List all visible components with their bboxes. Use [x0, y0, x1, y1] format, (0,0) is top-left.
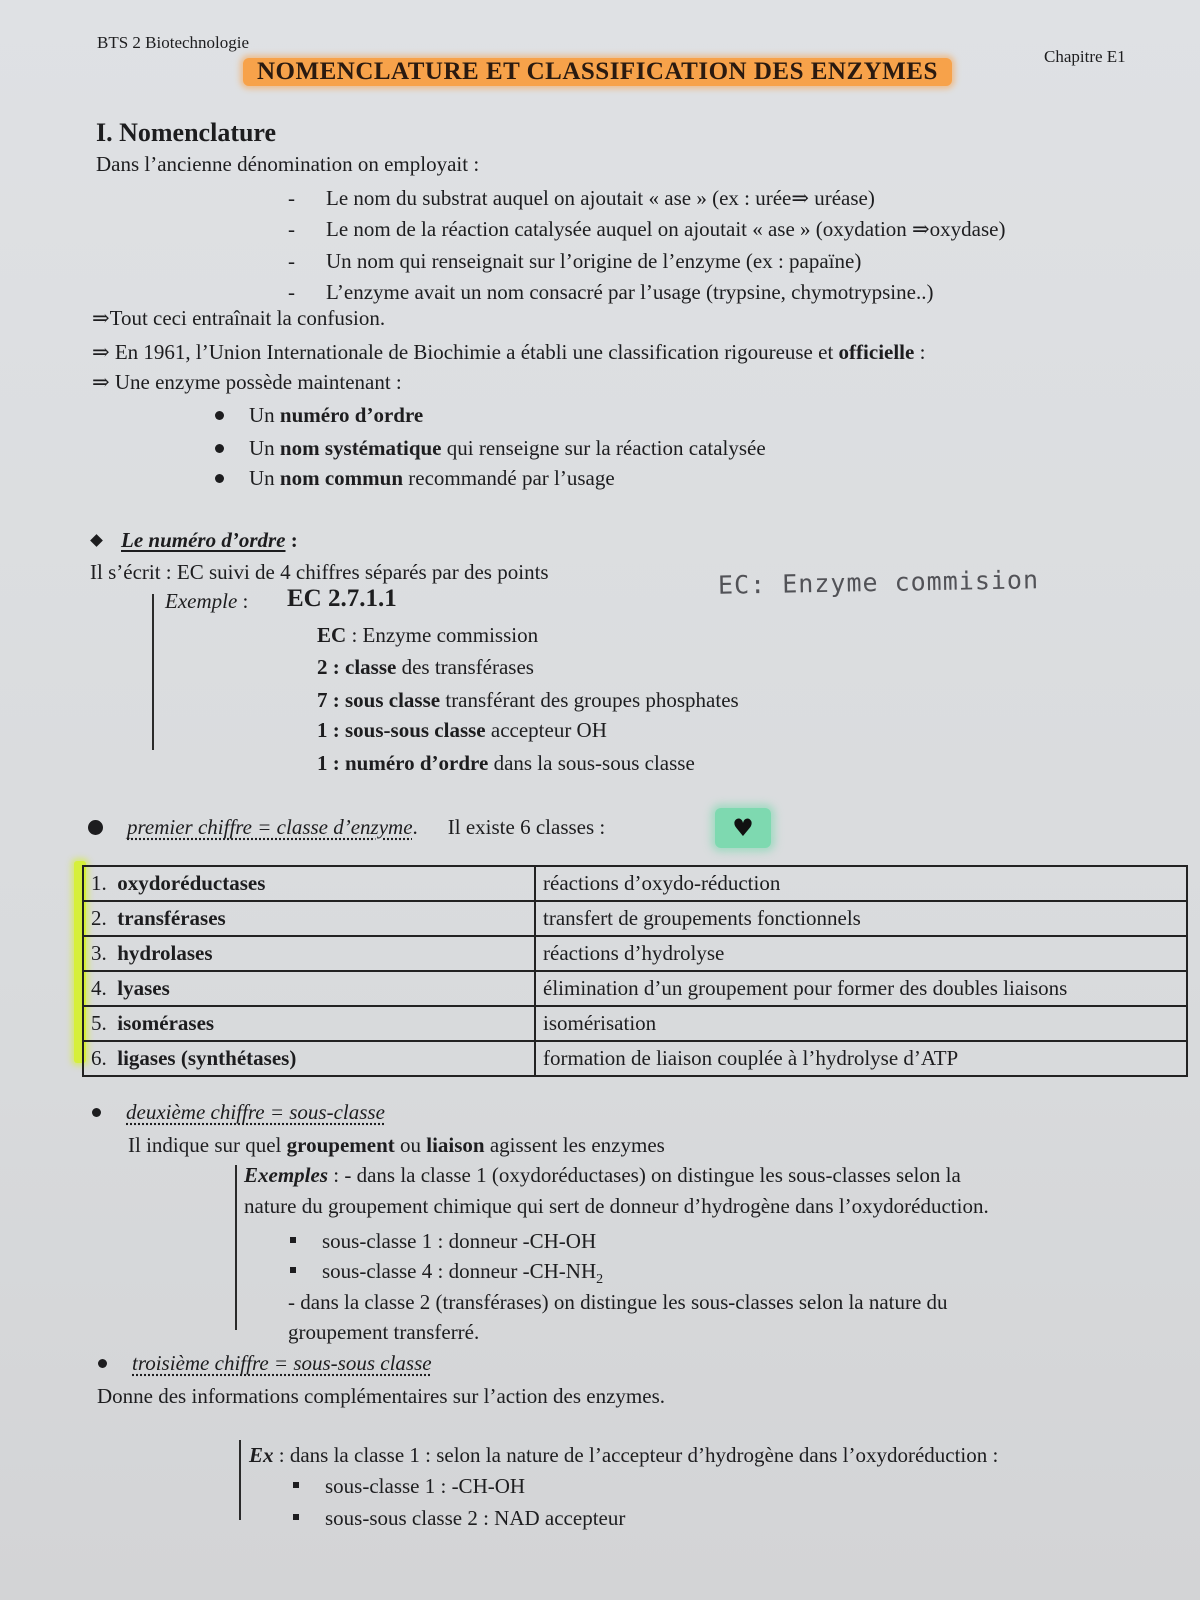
table-row	[83, 1006, 1187, 1041]
class-name-cell: 6. ligases (synthétases)	[83, 1041, 535, 1076]
example-line: EC : Enzyme commission	[317, 623, 539, 647]
table-row	[83, 1041, 1187, 1076]
deuxieme-desc: Il indique sur quel groupement ou liaison agissent les enzymes	[128, 1133, 665, 1157]
sub-list-item: sous-classe 1 : -CH-OH	[293, 1474, 525, 1499]
deuxieme-chiffre-line: deuxième chiffre = sous-classe	[92, 1100, 385, 1125]
example-line: 2 : classe des transférases	[317, 655, 534, 679]
table-row	[83, 936, 1187, 971]
class-desc-cell: réactions d’hydrolyse	[535, 936, 1187, 971]
heart-icon: ♥	[715, 808, 771, 848]
deuxieme-example-line: Exemples : - dans la classe 1 (oxydoréductases) on distingue les sous-classes selon la	[244, 1163, 961, 1187]
class-name-cell: 4. lyases	[83, 971, 535, 1006]
bullet-icon	[215, 411, 224, 420]
arrow-line-1961: ⇒ En 1961, l’Union Internationale de Biochimie a établi une classification rigoureuse et officielle :	[92, 340, 926, 364]
bullet-icon	[215, 474, 224, 483]
square-bullet-icon	[290, 1237, 296, 1243]
table-row	[83, 866, 1187, 901]
section-heading: I. Nomenclature	[96, 118, 277, 147]
diamond-bullet-icon	[90, 534, 103, 547]
arrow-line-possede: ⇒ Une enzyme possède maintenant :	[92, 370, 402, 394]
bullet-item: Un nom commun recommandé par l’usage	[215, 466, 615, 491]
old-name-item: - Le nom du substrat auquel on ajoutait « ase » (ex : urée⇒ uréase)	[288, 186, 875, 210]
bullet-icon	[92, 1108, 101, 1117]
page-title: NOMENCLATURE ET CLASSIFICATION DES ENZYMES	[243, 58, 952, 86]
table-row	[83, 971, 1187, 1006]
class-desc-cell: transfert de groupements fonctionnels	[535, 901, 1187, 936]
square-bullet-icon	[293, 1514, 299, 1520]
numero-heading: Le numéro d’ordre :	[92, 528, 298, 553]
example-label: Exemple :	[165, 589, 249, 613]
sub-list-item: sous-classe 4 : donneur $-CH-NH_2$	[290, 1259, 603, 1288]
troisieme-example-line: Ex : dans la classe 1 : selon la nature de l’accepteur d’hydrogène dans l’oxydoréduction :	[249, 1443, 999, 1467]
class-name-cell: 3. hydrolases	[83, 936, 535, 971]
bullet-icon	[88, 820, 103, 835]
handwritten-note: EC: Enzyme commision	[717, 565, 1040, 600]
deuxieme-example-line: nature du groupement chimique qui sert de donneur d’hydrogène dans l’oxydoréduction.	[244, 1194, 989, 1218]
numero-desc: Il s’écrit : EC suivi de 4 chiffres séparés par des points	[90, 560, 549, 584]
example-line: 1 : numéro d’ordre dans la sous-sous classe	[317, 751, 695, 775]
deuxieme-example-line: - dans la classe 2 (transférases) on distingue les sous-classes selon la nature du	[288, 1290, 948, 1314]
bullet-item: Un numéro d’ordre	[215, 403, 423, 428]
class-desc-cell: formation de liaison couplée à l’hydrolyse d’ATP	[535, 1041, 1187, 1076]
old-name-item: - Un nom qui renseignait sur l’origine de l’enzyme (ex : papaïne)	[288, 249, 862, 273]
class-desc-cell: réactions d’oxydo-réduction	[535, 866, 1187, 901]
example-line: 1 : sous-sous classe accepteur OH	[317, 718, 607, 742]
enzyme-classes-table	[82, 865, 1188, 1077]
troisieme-desc: Donne des informations complémentaires sur l’action des enzymes.	[97, 1384, 666, 1408]
example-bracket-line	[239, 1440, 241, 1520]
class-desc-cell: isomérisation	[535, 1006, 1187, 1041]
sub-list-item: sous-classe 1 : donneur -CH-OH	[290, 1229, 596, 1254]
example-line: 7 : sous classe transférant des groupes phosphates	[317, 688, 739, 712]
intro-text: Dans l’ancienne dénomination on employait :	[96, 152, 480, 176]
troisieme-chiffre-line: troisième chiffre = sous-sous classe	[98, 1351, 432, 1376]
example-bracket-line	[235, 1165, 237, 1330]
example-code: EC 2.7.1.1	[287, 585, 397, 612]
table-row	[83, 901, 1187, 936]
bullet-icon	[215, 444, 224, 453]
bullet-item: Un nom systématique qui renseigne sur la réaction catalysée	[215, 436, 766, 461]
class-name-cell: 2. transférases	[83, 901, 535, 936]
header-left: BTS 2 Biotechnologie	[97, 33, 250, 52]
bullet-icon	[98, 1359, 107, 1368]
old-name-item: - L’enzyme avait un nom consacré par l’usage (trypsine, chymotrypsine..)	[288, 280, 934, 304]
old-name-item: - Le nom de la réaction catalysée auquel on ajoutait « ase » (oxydation ⇒oxydase)	[288, 217, 1006, 241]
square-bullet-icon	[290, 1267, 296, 1273]
premier-chiffre-line: premier chiffre = classe d’enzyme. Il existe 6 classes :	[88, 815, 605, 840]
square-bullet-icon	[293, 1482, 299, 1488]
deuxieme-example-line: groupement transferré.	[288, 1320, 480, 1344]
class-name-cell: 1. oxydoréductases	[83, 866, 535, 901]
arrow-line-confusion: ⇒Tout ceci entraînait la confusion.	[92, 306, 386, 330]
class-desc-cell: élimination d’un groupement pour former des doubles liaisons	[535, 971, 1187, 1006]
example-bracket-line	[152, 594, 154, 750]
sub-list-item: sous-sous classe 2 : NAD accepteur	[293, 1506, 625, 1531]
class-name-cell: 5. isomérases	[83, 1006, 535, 1041]
header-right: Chapitre E1	[1044, 47, 1126, 66]
